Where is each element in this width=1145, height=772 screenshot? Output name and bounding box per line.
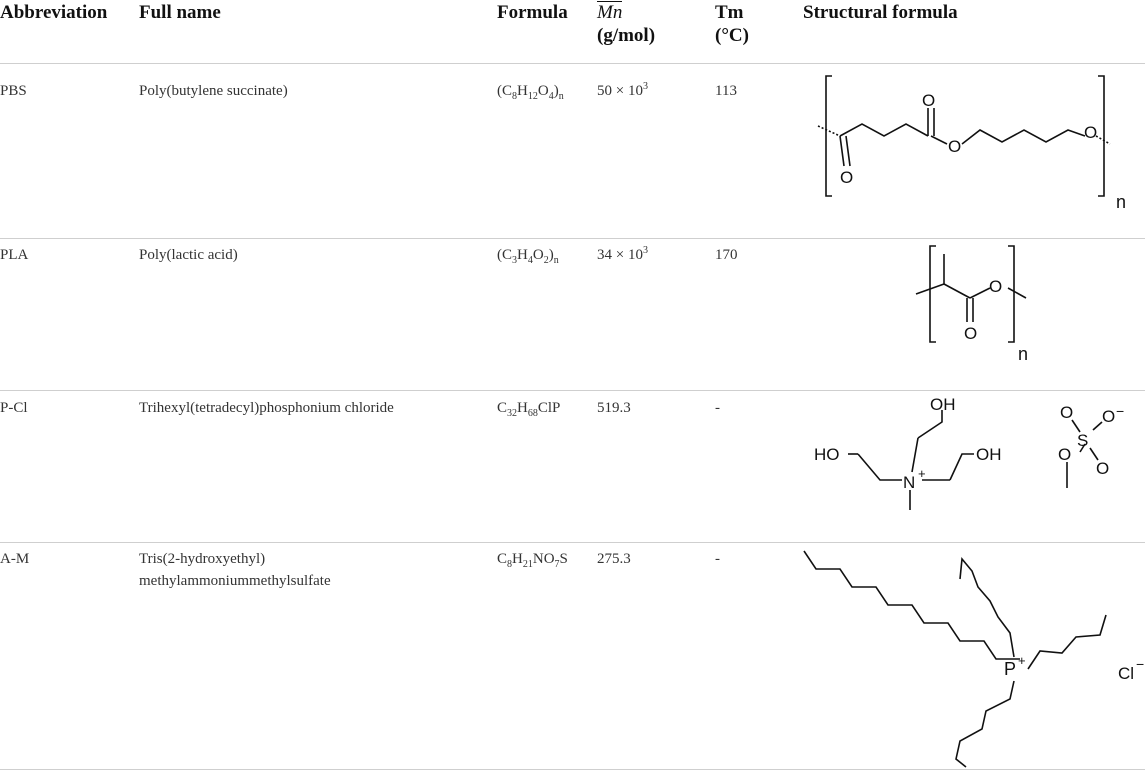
row-divider [0,769,1145,770]
row-pla-mn: $34 \times 10^3$ [597,245,648,263]
row-pcl-abbreviation: P-Cl [0,400,28,416]
row-divider [0,238,1145,239]
phosphonium-charge: + [1018,653,1026,668]
row-am-mn: 275.3 [597,551,631,567]
sulfate-charge: − [1116,403,1125,419]
header-tm-unit: (°C) [715,25,749,46]
ammonium-nitrogen: N [903,473,916,492]
header-mn [597,1,655,47]
pbs-repeat-n: n [1116,192,1127,212]
row-pla-abbreviation: PLA [0,247,29,263]
header-full-name: Full name [139,2,221,23]
row-pcl-mn: 519.3 [597,400,631,416]
row-pla-tm: 170 [715,247,738,263]
row-am-abbreviation: A-M [0,551,30,567]
sulfate-oxygen-1: O [1060,403,1074,422]
am-row-structure [800,545,1145,770]
pbs-oxygen-carbonyl-1: O [840,168,854,187]
row-pcl-tm: - [715,400,720,416]
pbs-oxygen-end: O [1084,123,1098,142]
row-divider [0,390,1145,391]
sulfate-oxygen-2: O [1102,407,1116,426]
row-am-full-name-line1: Tris(2-hydroxyethyl) [139,551,266,567]
row-am-formula: $C_8H_{21}NO_7S$ [497,551,568,570]
pla-oxygen-ester: O [989,277,1003,296]
pla-repeat-n: n [1018,344,1029,364]
pbs-oxygen-carbonyl-2: O [922,91,936,110]
sulfate-oxygen-4: O [1096,459,1110,478]
header-structural-formula: Structural formula [803,2,958,23]
header-abbreviation: Abbreviation [0,2,108,23]
pla-structure [900,242,1040,367]
header-tm [715,1,749,47]
row-pbs-full-name: Poly(butylene succinate) [139,83,288,99]
row-pbs-mn: $50 \times 10^3$ [597,81,648,99]
ammonium-charge: + [918,466,926,481]
row-pbs-tm: 113 [715,83,737,99]
hydroxyl-right: OH [976,445,1002,464]
pcl-row-structure [800,392,1145,520]
chloride-charge: − [1136,656,1145,672]
row-pla-full-name: Poly(lactic acid) [139,247,238,263]
row-divider [0,63,1145,64]
row-pcl-full-name: Trihexyl(tetradecyl)phosphonium chloride [139,400,394,416]
row-am-full-name-line2: methylammoniummethylsulfate [139,573,331,589]
header-mn-unit: (g/mol) [597,25,656,46]
row-pla-formula: $(C_3H_4O_2)_n$ [497,247,559,266]
header-tm-label: Tm [715,2,744,23]
pbs-oxygen-ester: O [948,137,962,156]
phosphorus-atom: P [1004,659,1017,679]
pla-oxygen-carbonyl: O [964,324,978,343]
row-divider [0,542,1145,543]
header-formula: Formula [497,2,568,23]
row-pbs-abbreviation: PBS [0,83,27,99]
row-pbs-formula: $(C_8H_{12}O_4)_n$ [497,83,564,102]
hydroxyl-top: OH [930,395,956,414]
pbs-structure [800,68,1145,218]
header-mn-symbol: Mn [597,2,623,23]
row-am-full-name [139,548,331,592]
sulfur-atom: S [1077,431,1089,450]
sulfate-oxygen-3: O [1058,445,1072,464]
chloride-ion: Cl [1118,664,1135,683]
row-pcl-formula: $C_{32}H_{68}ClP$ [497,400,561,419]
hydroxyl-left: HO [814,445,840,464]
row-am-tm: - [715,551,720,567]
